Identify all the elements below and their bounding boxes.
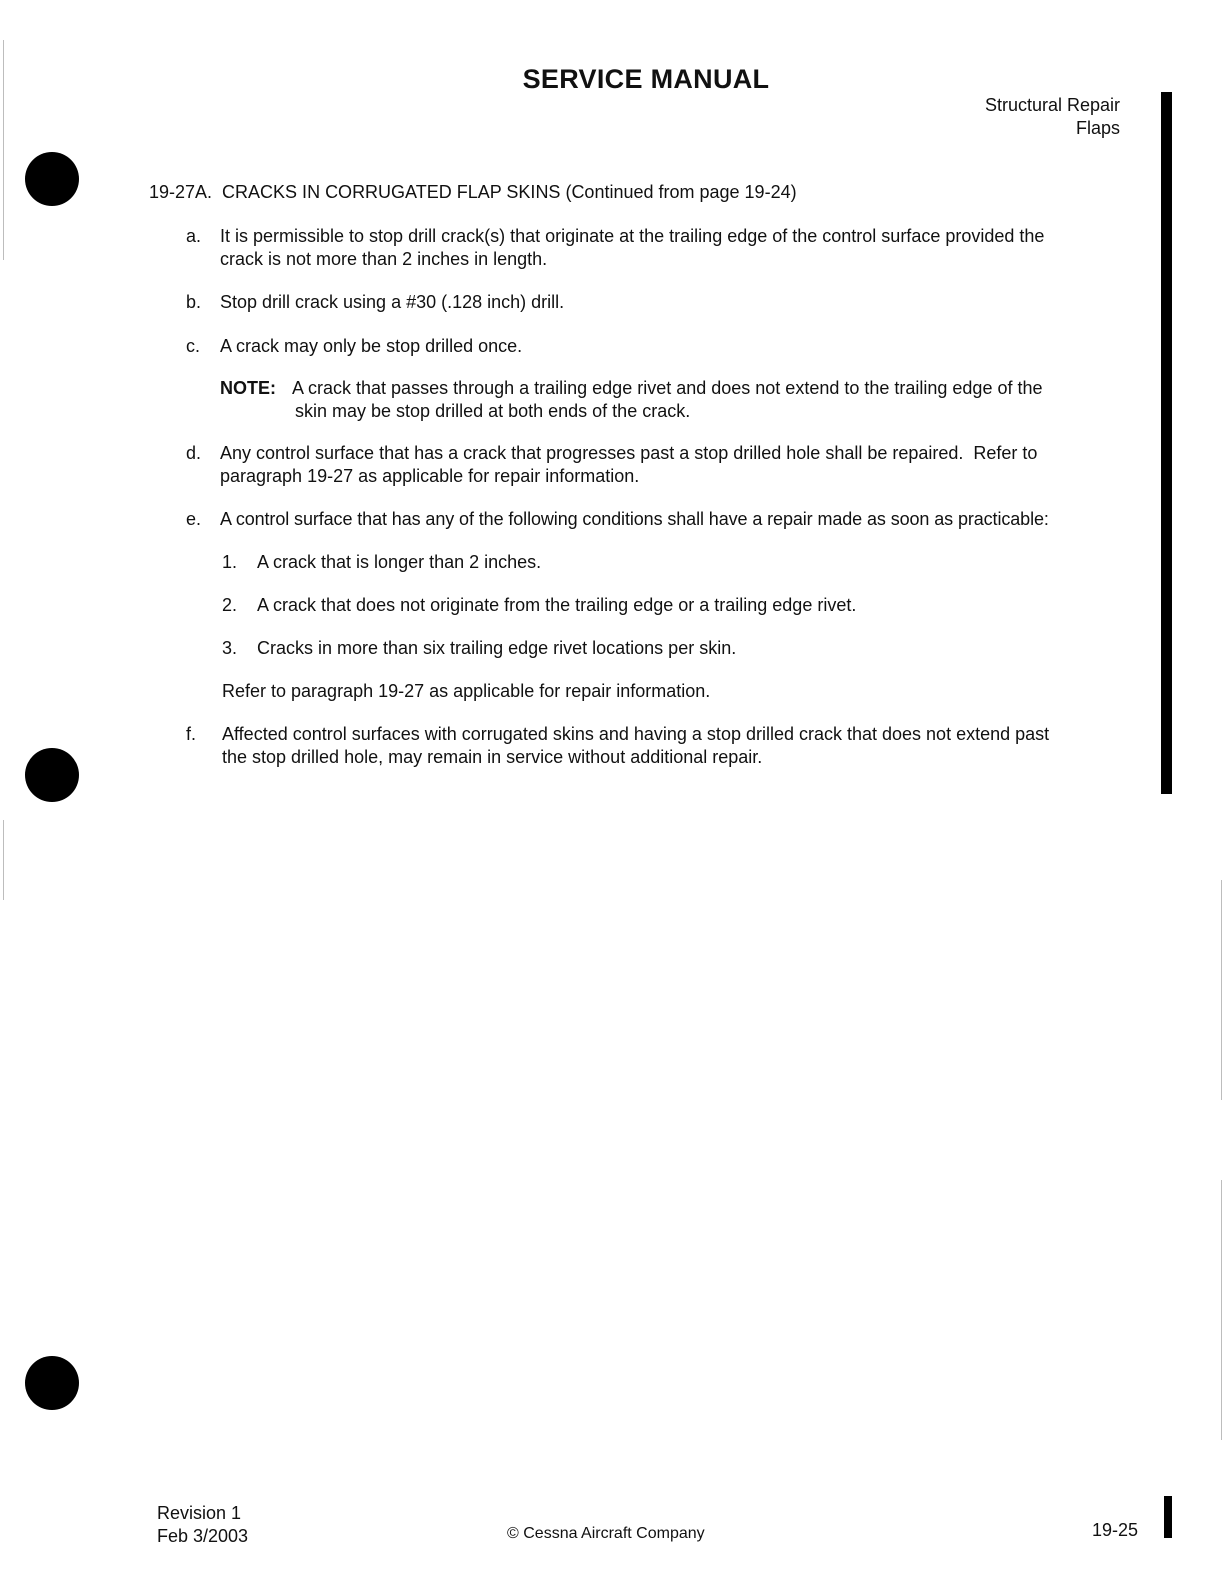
- subitem-1-text: A crack that is longer than 2 inches.: [257, 552, 542, 572]
- section-name: Structural Repair: [984, 95, 1120, 115]
- item-e-marker: e.: [186, 509, 202, 529]
- binder-hole-top: [25, 152, 79, 206]
- subitem-2-marker: 2.: [222, 595, 238, 615]
- note-label: NOTE:: [220, 378, 276, 398]
- item-c-marker: c.: [186, 336, 201, 356]
- note-line-1: A crack that passes through a trailing edge rivet and does not extend to the trailing edge of the: [292, 378, 1043, 398]
- page-title: SERVICE MANUAL: [522, 64, 770, 94]
- subitem-2-text: A crack that does not originate from the trailing edge or a trailing edge rivet.: [257, 595, 857, 615]
- item-a-line-1: It is permissible to stop drill crack(s) that originate at the trailing edge of the control surface provided the: [220, 226, 1045, 246]
- item-b-text: Stop drill crack using a #30 (.128 inch) drill.: [220, 292, 565, 312]
- subitem-1-marker: 1.: [222, 552, 238, 572]
- note-text: [292, 377, 1043, 423]
- scan-edge-right-lower: [1221, 1180, 1222, 1440]
- item-d-line-1: Any control surface that has a crack that progresses past a stop drilled hole shall be repaired. Refer to: [220, 443, 1038, 463]
- section-label: [985, 94, 1120, 140]
- subitem-3-marker: 3.: [222, 638, 238, 658]
- subsection-name: Flaps: [1075, 118, 1120, 138]
- note-line-2: skin may be stop drilled at both ends of the crack.: [295, 401, 691, 421]
- item-f-line-1: Affected control surfaces with corrugated skins and having a stop drilled crack that does not extend past: [222, 724, 1050, 744]
- footer-copyright: © Cessna Aircraft Company: [507, 1525, 705, 1542]
- subitem-3-text: Cracks in more than six trailing edge rivet locations per skin.: [257, 638, 737, 658]
- item-f-line-2: the stop drilled hole, may remain in service without additional repair.: [222, 747, 763, 767]
- revision-change-bar: [1161, 92, 1172, 794]
- footer-revision-block: [157, 1502, 248, 1548]
- item-e-text: A control surface that has any of the following conditions shall have a repair made as soon as practicable:: [220, 509, 1049, 529]
- binder-hole-middle: [25, 748, 79, 802]
- item-a-text: [220, 225, 1044, 271]
- item-d-marker: d.: [186, 443, 202, 463]
- footer-revision: Revision 1: [157, 1503, 242, 1523]
- scan-edge-right: [1221, 880, 1222, 1100]
- binder-hole-bottom: [25, 1356, 79, 1410]
- item-f-text: [222, 723, 1049, 769]
- item-a-line-2: crack is not more than 2 inches in length.: [220, 249, 548, 269]
- refer-text: Refer to paragraph 19-27 as applicable for repair information.: [222, 681, 711, 701]
- item-d-text: [220, 442, 1037, 488]
- item-c-text: A crack may only be stop drilled once.: [220, 336, 523, 356]
- footer-date: Feb 3/2003: [157, 1526, 249, 1546]
- page-number: 19-25: [1092, 1520, 1139, 1540]
- footer-change-bar: [1164, 1496, 1172, 1538]
- scan-edge-left-lower: [3, 820, 4, 900]
- item-b-marker: b.: [186, 292, 202, 312]
- item-d-line-2: paragraph 19-27 as applicable for repair information.: [220, 466, 640, 486]
- section-heading: 19-27A. CRACKS IN CORRUGATED FLAP SKINS (Continued from page 19-24): [149, 182, 797, 202]
- item-a-marker: a.: [186, 226, 202, 246]
- item-f-marker: f.: [186, 724, 197, 744]
